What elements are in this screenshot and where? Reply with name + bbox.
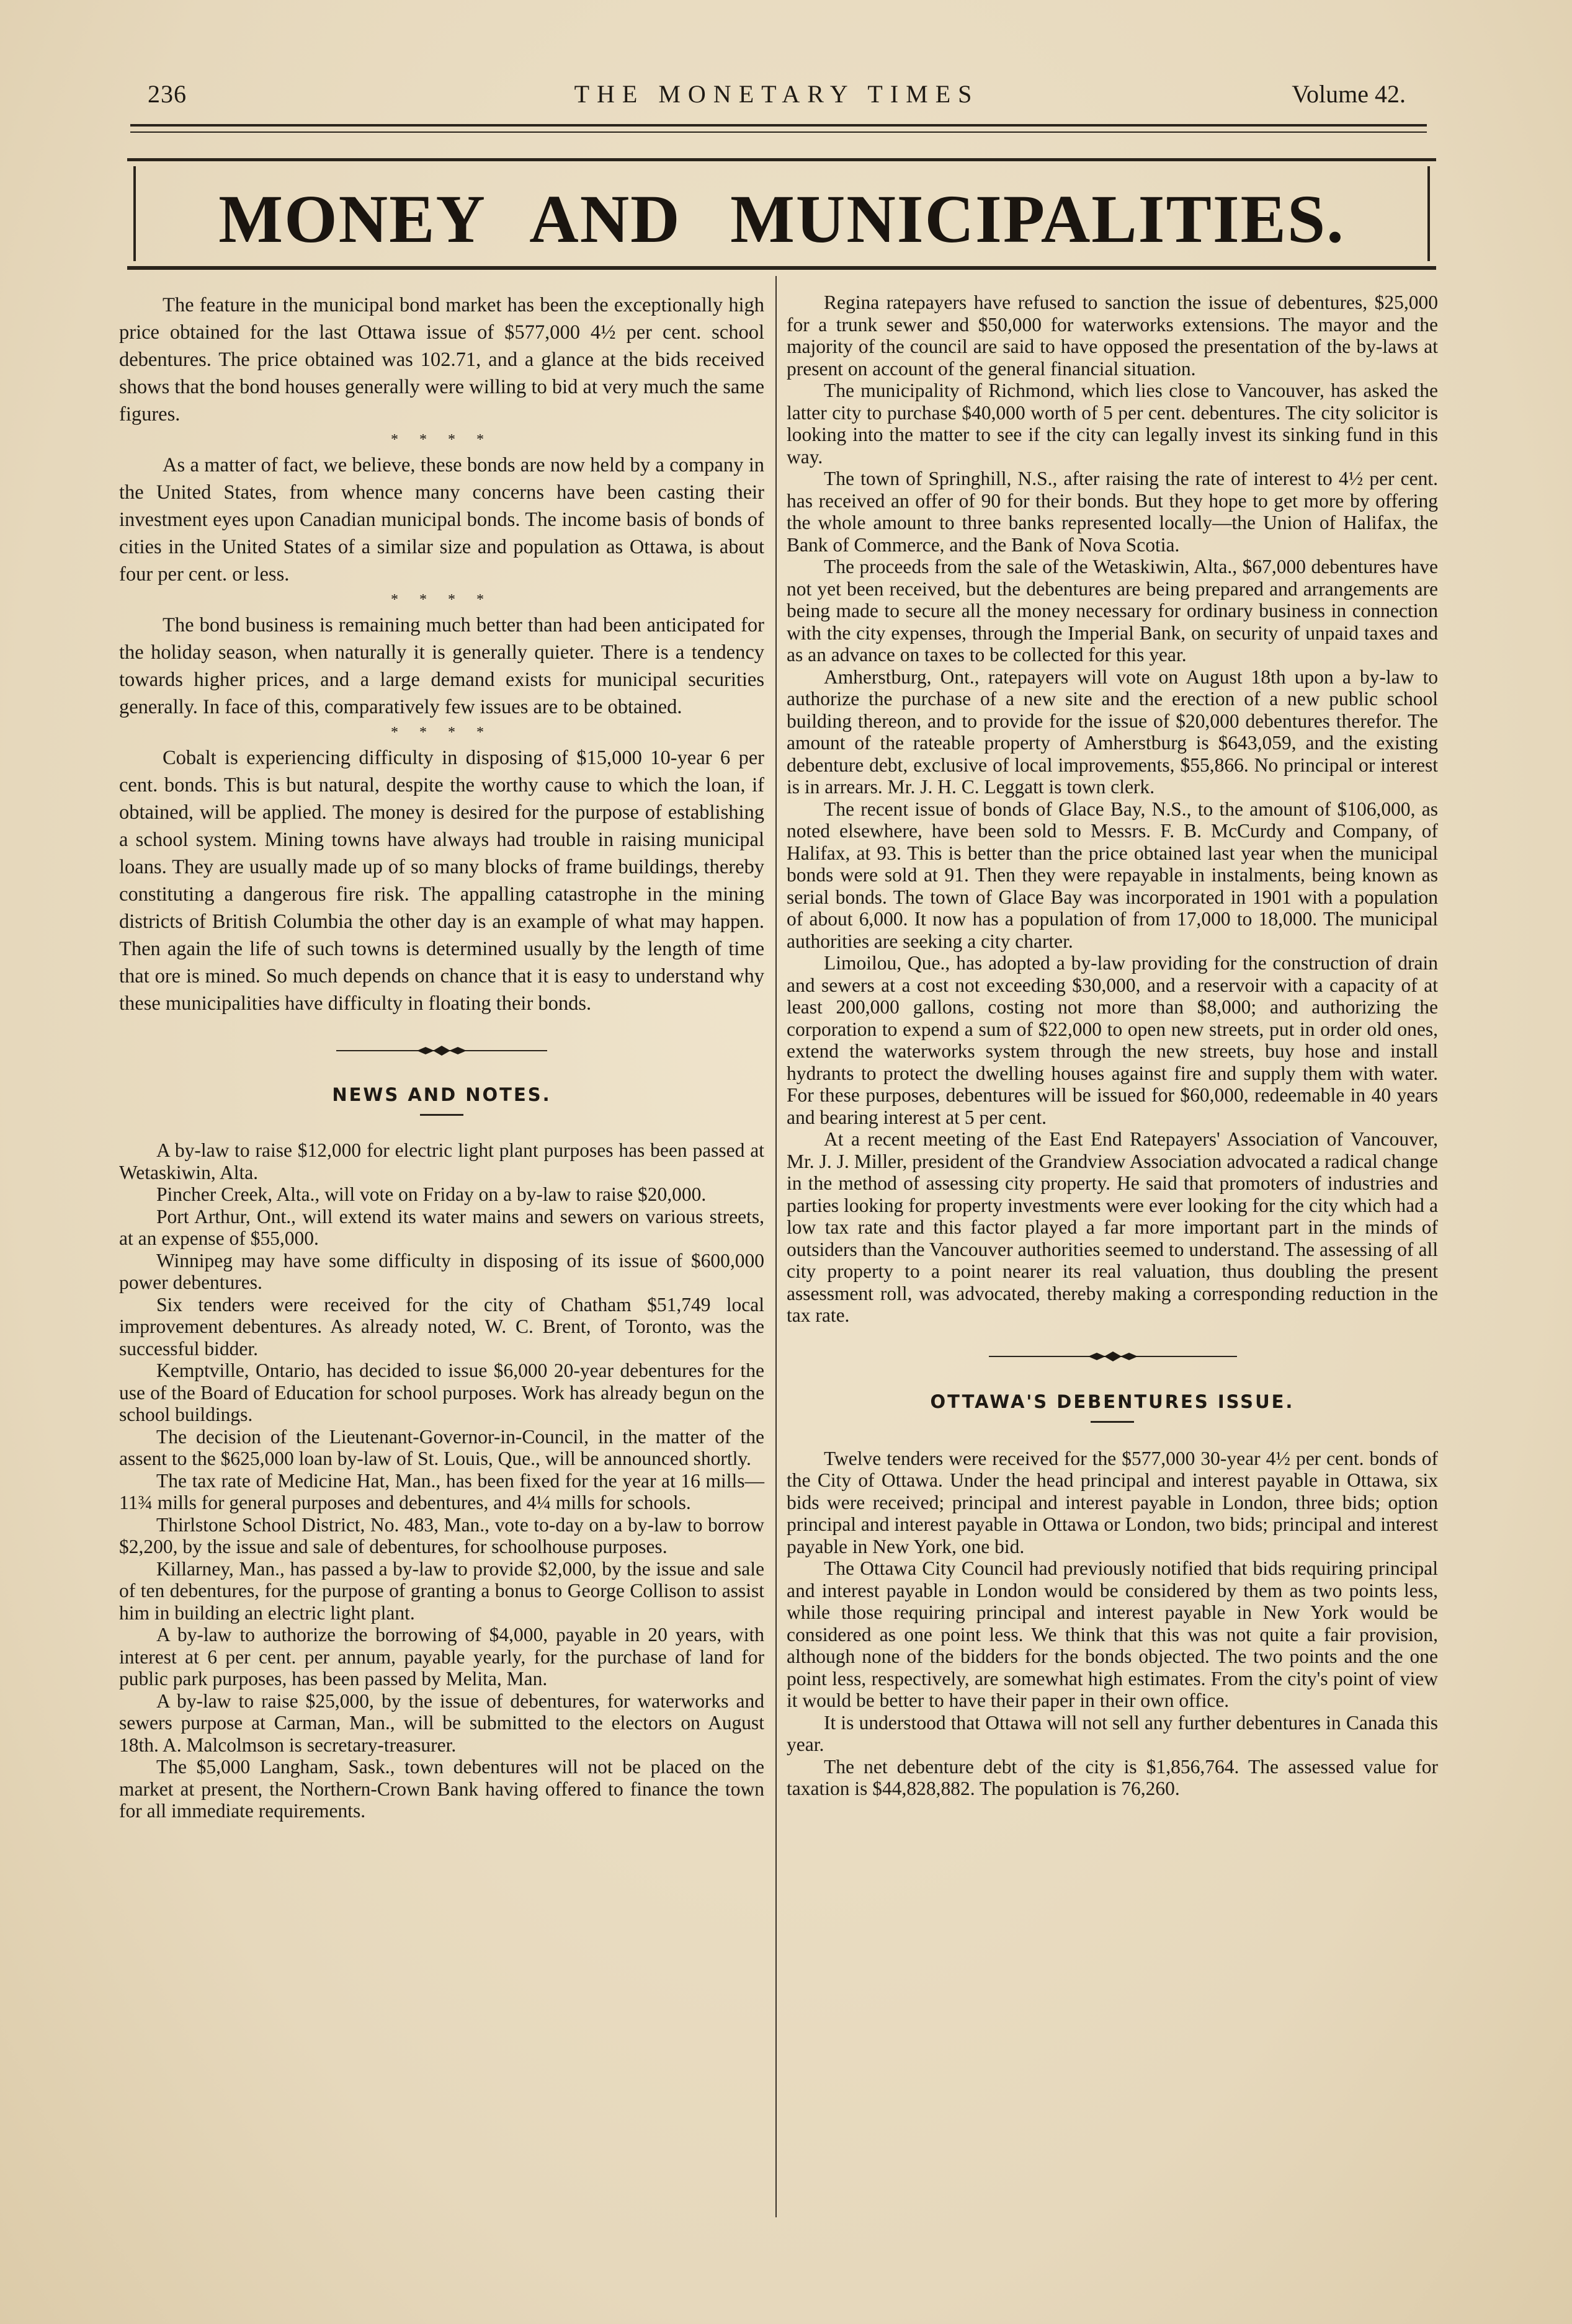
news-item: Port Arthur, Ont., will extend its water mains and sewers on various streets, at an expense of $55,000.	[119, 1205, 764, 1249]
news-item: Thirlstone School District, No. 483, Man., vote to-day on a by-law to borrow $2,200, by the issue and sale of debentures, for schoolhouse purposes.	[119, 1513, 764, 1557]
section-stars: * * * *	[391, 432, 493, 448]
paragraph: The net debenture debt of the city is $1,856,764. The assessed value for taxation is $44,828,882. The population is 76,260.	[787, 1755, 1438, 1799]
title-box	[127, 158, 1436, 270]
paragraph: It is understood that Ottawa will not sell any further debentures in Canada this year.	[787, 1711, 1438, 1755]
news-item: Limoilou, Que., has adopted a by-law providing for the construction of drain and sewers at a cost not exceeding $30,000, and a reservoir with a capacity of at least 200,000 gallons, costing not more than $8,000; and authorizing the corporation to expend a sum of $22,000 to open new streets, put in order old ones, extend the waterworks system through the new streets, buy hose and install hydrants to protect the dwelling houses against fire and supply them with water. For these purposes, debentures will be issued for $60,000, redeemable in 40 years and bearing interest at 5 per cent.	[787, 952, 1438, 1128]
section-heading: OTTAWA'S DEBENTURES ISSUE.	[930, 1391, 1295, 1412]
news-item: Amherstburg, Ont., ratepayers will vote on August 18th upon a by-law to authorize the purchase of a new site and the erection of a new public school building thereon, and to provide for the issue of $20,000 debentures therefor. The amount of the rateable property of Amherstburg is $643,059, and the existing debenture debt, exclusive of local improvements, $55,866. No principal or interest is in arrears. Mr. J. H. C. Leggatt is town clerk.	[787, 666, 1438, 798]
right-column	[787, 292, 1438, 1800]
masthead: THE MONETARY TIMES	[574, 80, 980, 108]
news-item: A by-law to authorize the borrowing of $4,000, payable in 20 years, with interest at 6 per cent. per annum, payable yearly, for the purchase of land for public park purposes, has been passed by Melita, Man.	[119, 1624, 764, 1690]
news-item: Kemptville, Ontario, has decided to issue $6,000 20-year debentures for the use of the Board of Education for school purposes. Work has already begun on the school buildings.	[119, 1360, 764, 1425]
column-divider	[775, 276, 777, 2217]
ornament-icon	[417, 1044, 467, 1057]
news-item: The proceeds from the sale of the Wetaskiwin, Alta., $67,000 debentures have not yet been received, but the debentures are being prepared and arrangements are being made to secure all the money necessary for ordinary business in connection with the city expenses, through the Imperial Bank, on security of unpaid taxes and as an advance on taxes to be collected for this year.	[787, 556, 1438, 666]
heading-rule	[420, 1114, 463, 1116]
news-item: Regina ratepayers have refused to sanction the issue of debentures, $25,000 for a trunk sewer and $50,000 for waterworks extensions. The mayor and the majority of the council are said to have opposed the presentation of the by-laws at present on account of the general financial situation.	[787, 292, 1438, 380]
news-item: The recent issue of bonds of Glace Bay, N.S., to the amount of $106,000, as noted elsewhere, have been sold to Messrs. F. B. McCurdy and Company, of Halifax, at 93. This is better than the price obtained last year when the municipal bonds were sold at 91. Then they were repayable in instalments, being known as serial bonds. The town of Glace Bay was incorporated in 1901 with a population of about 6,000. It now has a population of from 17,000 to 18,000. The municipal authorities are seeking a city charter.	[787, 798, 1438, 952]
section-stars: * * * *	[391, 592, 493, 608]
news-item: The town of Springhill, N.S., after raising the rate of interest to 4½ per cent. has received an offer of 90 for their bonds. But they hope to get more by offering the whole amount to three banks represented locally—the Union of Halifax, the Bank of Commerce, and the Bank of Nova Scotia.	[787, 468, 1438, 556]
running-header	[144, 79, 1409, 117]
editorial-notes	[119, 292, 764, 1017]
news-item: Winnipeg may have some difficulty in disposing of its issue of $600,000 power debentures.	[119, 1249, 764, 1293]
ornament-icon	[1088, 1350, 1138, 1363]
news-list	[119, 1139, 764, 1822]
header-rule	[130, 124, 1427, 127]
page-number: 236	[148, 80, 187, 108]
news-item: The $5,000 Langham, Sask., town debentures will not be placed on the market at present, the Northern-Crown Bank having offered to finance the town for all immediate requirements.	[119, 1756, 764, 1822]
news-item: The tax rate of Medicine Hat, Man., has been fixed for the year at 16 mills—11¾ mills for general purposes and debentures, and 4¼ mills for schools.	[119, 1469, 764, 1513]
paragraph: Cobalt is experiencing difficulty in disposing of $15,000 10-year 6 per cent. bonds. This is but natural, despite the worthy cause to which the loan, if obtained, will be applied. The money is desired for the purpose of establishing a school system. Mining towns have always had trouble in raising municipal loans. They are usually made up of so many blocks of frame buildings, thereby constituting a dangerous fire risk. The appalling catastrophe in the mining districts of British Columbia the other day is an example of what may happen. Then again the life of such towns is determined usually by the length of time that ore is mined. So much depends on chance that it is easy to understand why these municipalities have difficulty in floating their bonds.	[119, 747, 764, 1015]
section-heading: NEWS AND NOTES.	[332, 1084, 552, 1105]
paragraph: The bond business is remaining much better than had been anticipated for the holiday season, when naturally it is generally quieter. There is a tendency towards higher prices, and a large demand exists for municipal securities generally. In face of this, comparatively few issues are to be obtained.	[119, 614, 764, 718]
paragraph: Twelve tenders were received for the $577,000 30-year 4½ per cent. bonds of the City of Ottawa. Under the head principal and interest payable in Ottawa, six bids were received; principal and interest payable in London, three bids; option principal and interest payable in Ottawa or London, two bids; principal and interest payable in New York, one bid.	[787, 1447, 1438, 1557]
news-list-continued	[787, 292, 1438, 1327]
page-title: MONEY AND MUNICIPALITIES.	[218, 181, 1345, 257]
news-item: Pincher Creek, Alta., will vote on Friday on a by-law to raise $20,000.	[156, 1183, 707, 1205]
heading-rule	[1091, 1421, 1134, 1423]
news-item: A by-law to raise $25,000, by the issue of debentures, for waterworks and sewers purpose at Carman, Man., will be submitted to the electors on August 18th. A. Malcolmson is secretary-treasurer.	[119, 1690, 764, 1756]
ornament-divider	[787, 1338, 1438, 1375]
news-item: The decision of the Lieutenant-Governor-in-Council, in the matter of the assent to the $625,000 loan by-law of St. Louis, Que., will be announced shortly.	[119, 1425, 764, 1469]
news-item: Killarney, Man., has passed a by-law to provide $2,000, by the issue and sale of ten debentures, for the purpose of granting a bonus to George Collison to assist him in building an electric light plant.	[119, 1557, 764, 1624]
ottawa-article	[787, 1448, 1438, 1800]
news-item: The municipality of Richmond, which lies close to Vancouver, has asked the latter city to purchase $40,000 worth of 5 per cent. debentures. The city solicitor is looking into the matter to see if the city can legally invest its sinking fund in this way.	[787, 380, 1438, 468]
left-column	[119, 292, 764, 1822]
section-stars: * * * *	[391, 724, 493, 741]
news-item: Six tenders were received for the city of Chatham $51,749 local improvement debentures. As already noted, W. C. Brent, of Toronto, was the successful bidder.	[119, 1293, 764, 1360]
paragraph: The feature in the municipal bond market has been the exceptionally high price obtained for the last Ottawa issue of $577,000 4½ per cent. school debentures. The price obtained was 102.71, and a glance at the bids received shows that the bond houses generally were willing to bid at very much the same figures.	[119, 294, 764, 425]
ornament-divider	[119, 1032, 764, 1069]
paragraph: As a matter of fact, we believe, these bonds are now held by a company in the United States, from whence many concerns have been casting their investment eyes upon Canadian municipal bonds. The income basis of bonds of cities in the United States of a similar size and population as Ottawa, is about four per cent. or less.	[119, 454, 764, 585]
paragraph: The Ottawa City Council had previously notified that bids requiring principal and interest payable in London would be considered by them as two points less, while those requiring principal and interest payable in New York would be considered as one point less. We think that this was not quite a fair provision, although none of the bidders for the bonds objected. The two points and the one point less, respectively, are somewhat high estimates. From the city's point of view it would be better to have their paper in their own office.	[787, 1557, 1438, 1711]
header-rule-thin	[130, 131, 1427, 133]
volume-label: Volume 42.	[1292, 80, 1406, 108]
news-item: A by-law to raise $12,000 for electric light plant purposes has been passed at Wetaskiwin, Alta.	[119, 1139, 764, 1183]
news-item: At a recent meeting of the East End Ratepayers' Association of Vancouver, Mr. J. J. Miller, president of the Grandview Association advocated a radical change in the method of assessing city property. He said that promoters of industries and parties looking for property investments were ever looking for the city which had a low tax rate and this factor played a far more important part in the minds of outsiders than the Vancouver authorities seemed to understand. The assessing of all city property to a point nearer its real valuation, thus doubling the present assessment roll, was advocated, thereby making a corresponding reduction in the tax rate.	[787, 1128, 1438, 1326]
